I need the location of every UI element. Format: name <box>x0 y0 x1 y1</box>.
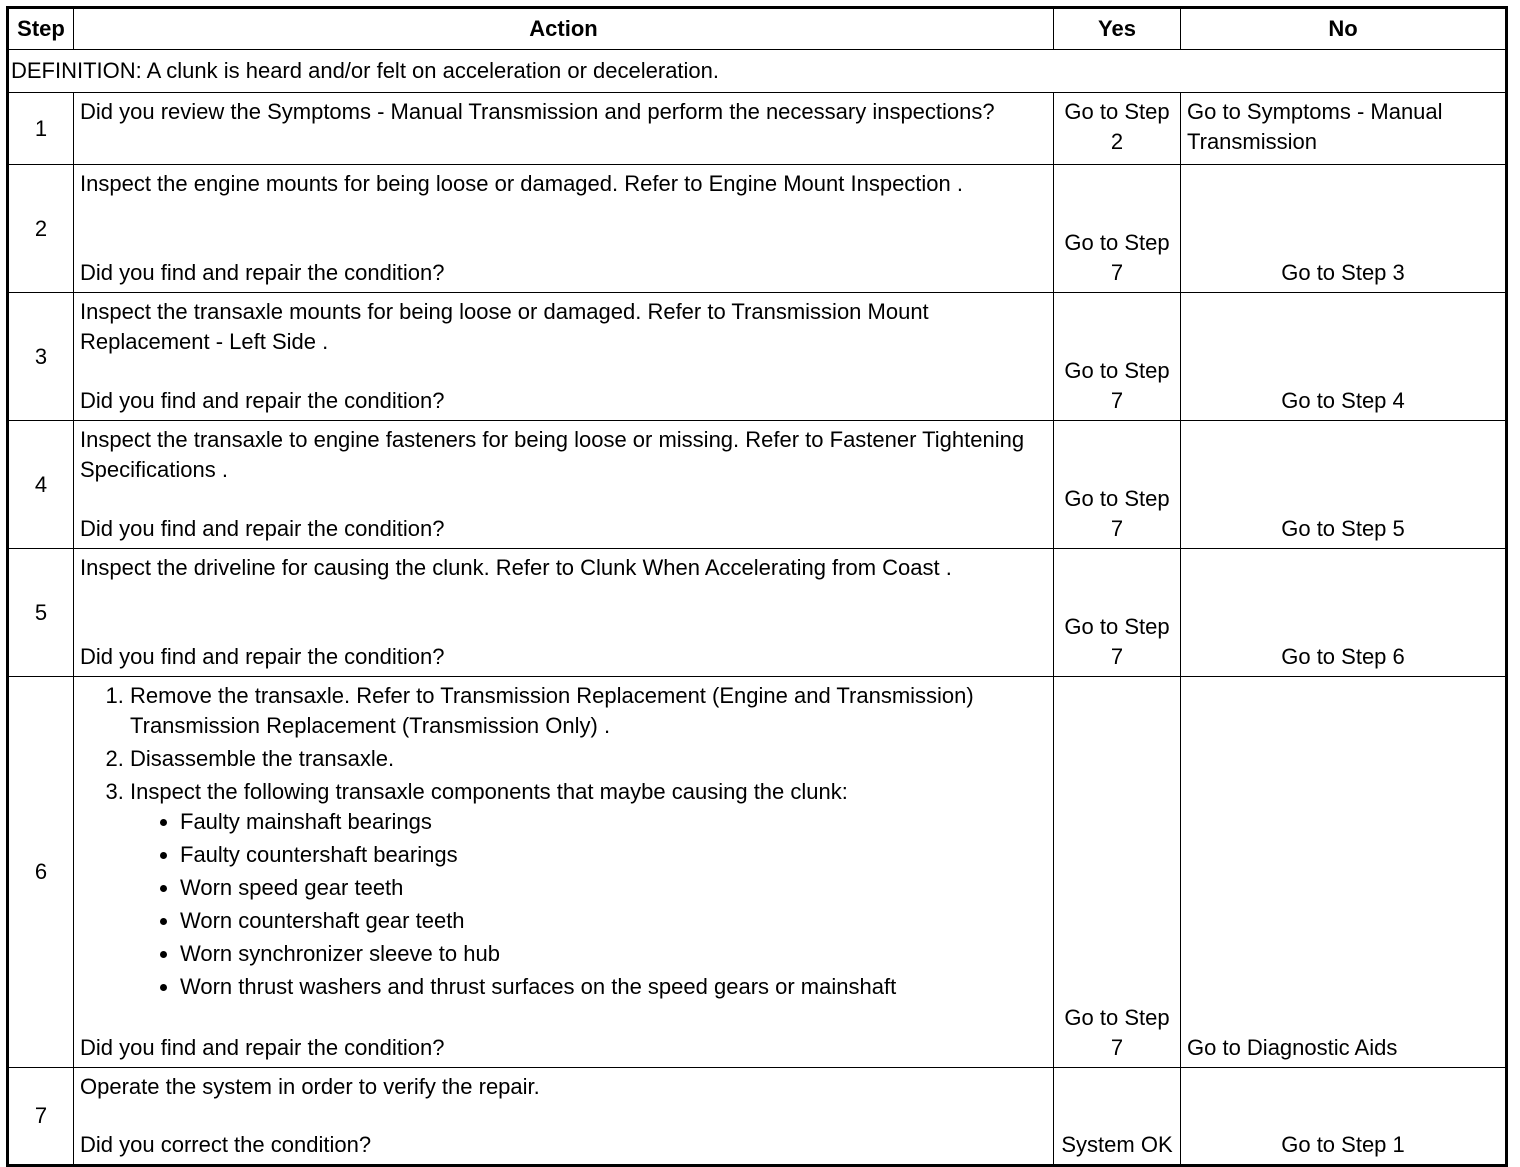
action-question: Did you correct the condition? <box>80 1132 372 1157</box>
yes-result: Go to Step 7 <box>1054 677 1181 1068</box>
no-result: Go to Diagnostic Aids <box>1181 677 1507 1068</box>
yes-result: Go to Step 7 <box>1054 421 1181 549</box>
action-question: Did you find and repair the condition? <box>80 260 445 285</box>
yes-result: Go to Step 7 <box>1054 549 1181 677</box>
action-text: Inspect the transaxle mounts for being loose or damaged. Refer to Transmission Mount Replacement - Left Side . <box>80 299 929 354</box>
table-row <box>8 293 1507 421</box>
header-step: Step <box>8 8 74 50</box>
yes-result: System OK <box>1054 1068 1181 1166</box>
table-row <box>8 677 1507 1068</box>
procedure-item-text: Inspect the following transaxle components that maybe causing the clunk: <box>130 779 848 804</box>
no-result: Go to Step 3 <box>1181 165 1507 293</box>
action-question: Did you find and repair the condition? <box>80 644 445 669</box>
no-result: Go to Step 6 <box>1181 549 1507 677</box>
procedure-item: 1. Remove the transaxle. Refer to Transmission Replacement (Engine and Transmission) Transmission Replacement (Transmission Only) . <box>130 681 1047 741</box>
step-number: 4 <box>8 421 74 549</box>
component-item: • Worn thrust washers and thrust surfaces on the speed gears or mainshaft <box>180 972 1047 1002</box>
action-text: Inspect the engine mounts for being loose or damaged. Refer to Engine Mount Inspection . <box>80 171 963 196</box>
header-action: Action <box>74 8 1054 50</box>
table-row <box>8 93 1507 165</box>
action-text: Operate the system in order to verify the repair. <box>80 1074 540 1099</box>
component-item: • Worn countershaft gear teeth <box>180 906 1047 936</box>
component-item: • Worn speed gear teeth <box>180 873 1047 903</box>
header-no: No <box>1181 8 1507 50</box>
procedure-item <box>130 777 1047 1002</box>
action-question: Did you find and repair the condition? <box>80 516 445 541</box>
no-result: Go to Step 1 <box>1181 1068 1507 1166</box>
action-text: Inspect the driveline for causing the clunk. Refer to Clunk When Accelerating from Coast . <box>80 555 952 580</box>
component-item: • Worn synchronizer sleeve to hub <box>180 939 1047 969</box>
table-row <box>8 421 1507 549</box>
no-result: Go to Step 4 <box>1181 293 1507 421</box>
step-number: 7 <box>8 1068 74 1166</box>
action-question: Did you find and repair the condition? <box>80 388 445 413</box>
yes-result: Go to Step 2 <box>1054 93 1181 165</box>
header-row <box>8 8 1507 50</box>
definition-row <box>8 50 1507 93</box>
action-text: Inspect the transaxle to engine fasteners for being loose or missing. Refer to Fastener Tightening Specifications . <box>80 427 1025 482</box>
table-row <box>8 549 1507 677</box>
component-list <box>130 807 1047 1002</box>
procedure-list <box>80 681 1047 1002</box>
component-item: • Faulty countershaft bearings <box>180 840 1047 870</box>
no-result: Go to Symptoms - Manual Transmission <box>1181 93 1507 165</box>
no-result: Go to Step 5 <box>1181 421 1507 549</box>
table-row <box>8 1068 1507 1166</box>
action-text: Did you review the Symptoms - Manual Transmission and perform the necessary inspections? <box>74 93 1054 165</box>
step-number: 1 <box>8 93 74 165</box>
step-number: 2 <box>8 165 74 293</box>
step-number: 3 <box>8 293 74 421</box>
header-yes: Yes <box>1054 8 1181 50</box>
table-row <box>8 165 1507 293</box>
procedure-item: 2. Disassemble the transaxle. <box>130 744 1047 774</box>
yes-result: Go to Step 7 <box>1054 165 1181 293</box>
step-number: 6 <box>8 677 74 1068</box>
action-question: Did you find and repair the condition? <box>80 1035 445 1060</box>
component-item: • Faulty mainshaft bearings <box>180 807 1047 837</box>
yes-result: Go to Step 7 <box>1054 293 1181 421</box>
step-number: 5 <box>8 549 74 677</box>
definition: DEFINITION: A clunk is heard and/or felt on acceleration or deceleration. <box>8 50 1507 93</box>
diagnostic-table <box>6 6 1508 1167</box>
